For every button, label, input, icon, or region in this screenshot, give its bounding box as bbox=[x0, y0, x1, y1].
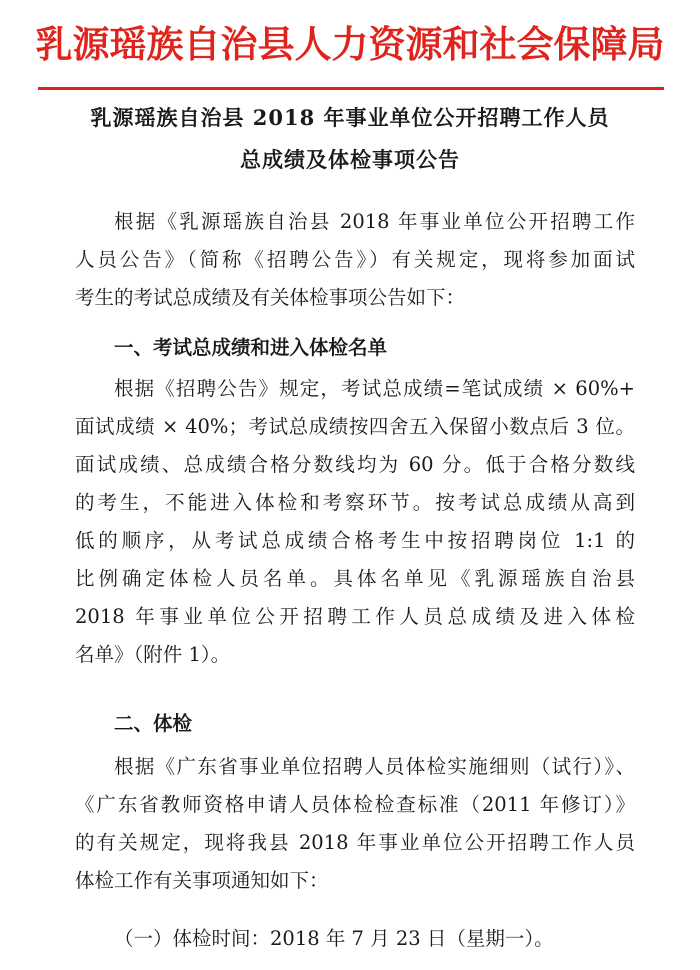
section-1-line: 根据《招聘公告》规定，考试总成绩=笔试成绩 × 60%+ bbox=[114, 377, 635, 400]
document-title-line-1: 乳源瑶族自治县 2018 年事业单位公开招聘工作人员 bbox=[90, 105, 610, 130]
section-2-heading-block bbox=[75, 705, 635, 743]
section-2-line: 的有关规定，现将我县 2018 年事业单位公开招聘工作人员 bbox=[75, 831, 635, 854]
letterhead-red-rule bbox=[38, 87, 664, 90]
section-2-heading: 二、体检 bbox=[114, 712, 193, 735]
section-2-line: 根据《广东省事业单位招聘人员体检实施细则（试行）》、 bbox=[114, 755, 635, 778]
section-2-paragraph bbox=[75, 748, 635, 900]
item-1-block bbox=[75, 920, 635, 958]
intro-line: 根据《乳源瑶族自治县 2018 年事业单位公开招聘工作 bbox=[114, 210, 635, 233]
section-1-paragraph bbox=[75, 370, 635, 674]
document-title-line-2: 总成绩及体检事项公告 bbox=[240, 147, 460, 172]
section-1-line: 比例确定体检人员名单。具体名单见《乳源瑶族自治县 bbox=[75, 567, 635, 590]
section-1-line: 名单》（附件 1）。 bbox=[75, 643, 231, 666]
section-2-line: 体检工作有关事项通知如下： bbox=[75, 869, 329, 892]
section-1-line: 面试成绩 × 40%；考试总成绩按四舍五入保留小数点后 3 位。 bbox=[75, 415, 635, 438]
section-1-line: 的考生，不能进入体检和考察环节。按考试总成绩从高到 bbox=[75, 491, 635, 514]
section-2-line: 《广东省教师资格申请人员体检检查标准（2011 年修订）》 bbox=[75, 793, 635, 816]
section-1-heading-block bbox=[75, 329, 635, 367]
item-1-line: （一）体检时间：2018 年 7 月 23 日（星期一）。 bbox=[114, 927, 554, 950]
section-1-line: 面试成绩、总成绩合格分数线均为 60 分。低于合格分数线 bbox=[75, 453, 635, 476]
letterhead-org-name: 乳源瑶族自治县人力资源和社会保障局 bbox=[35, 22, 665, 66]
intro-line: 考生的考试总成绩及有关体检事项公告如下： bbox=[75, 286, 466, 309]
section-1-line: 2018 年事业单位公开招聘工作人员总成绩及进入体检 bbox=[75, 605, 635, 628]
intro-paragraph bbox=[75, 203, 635, 317]
intro-line: 人员公告》（简称《招聘公告》）有关规定，现将参加面试 bbox=[75, 248, 635, 271]
section-1-line: 低的顺序，从考试总成绩合格考生中按招聘岗位 1:1 的 bbox=[75, 529, 635, 552]
section-1-heading: 一、考试总成绩和进入体检名单 bbox=[114, 336, 388, 359]
